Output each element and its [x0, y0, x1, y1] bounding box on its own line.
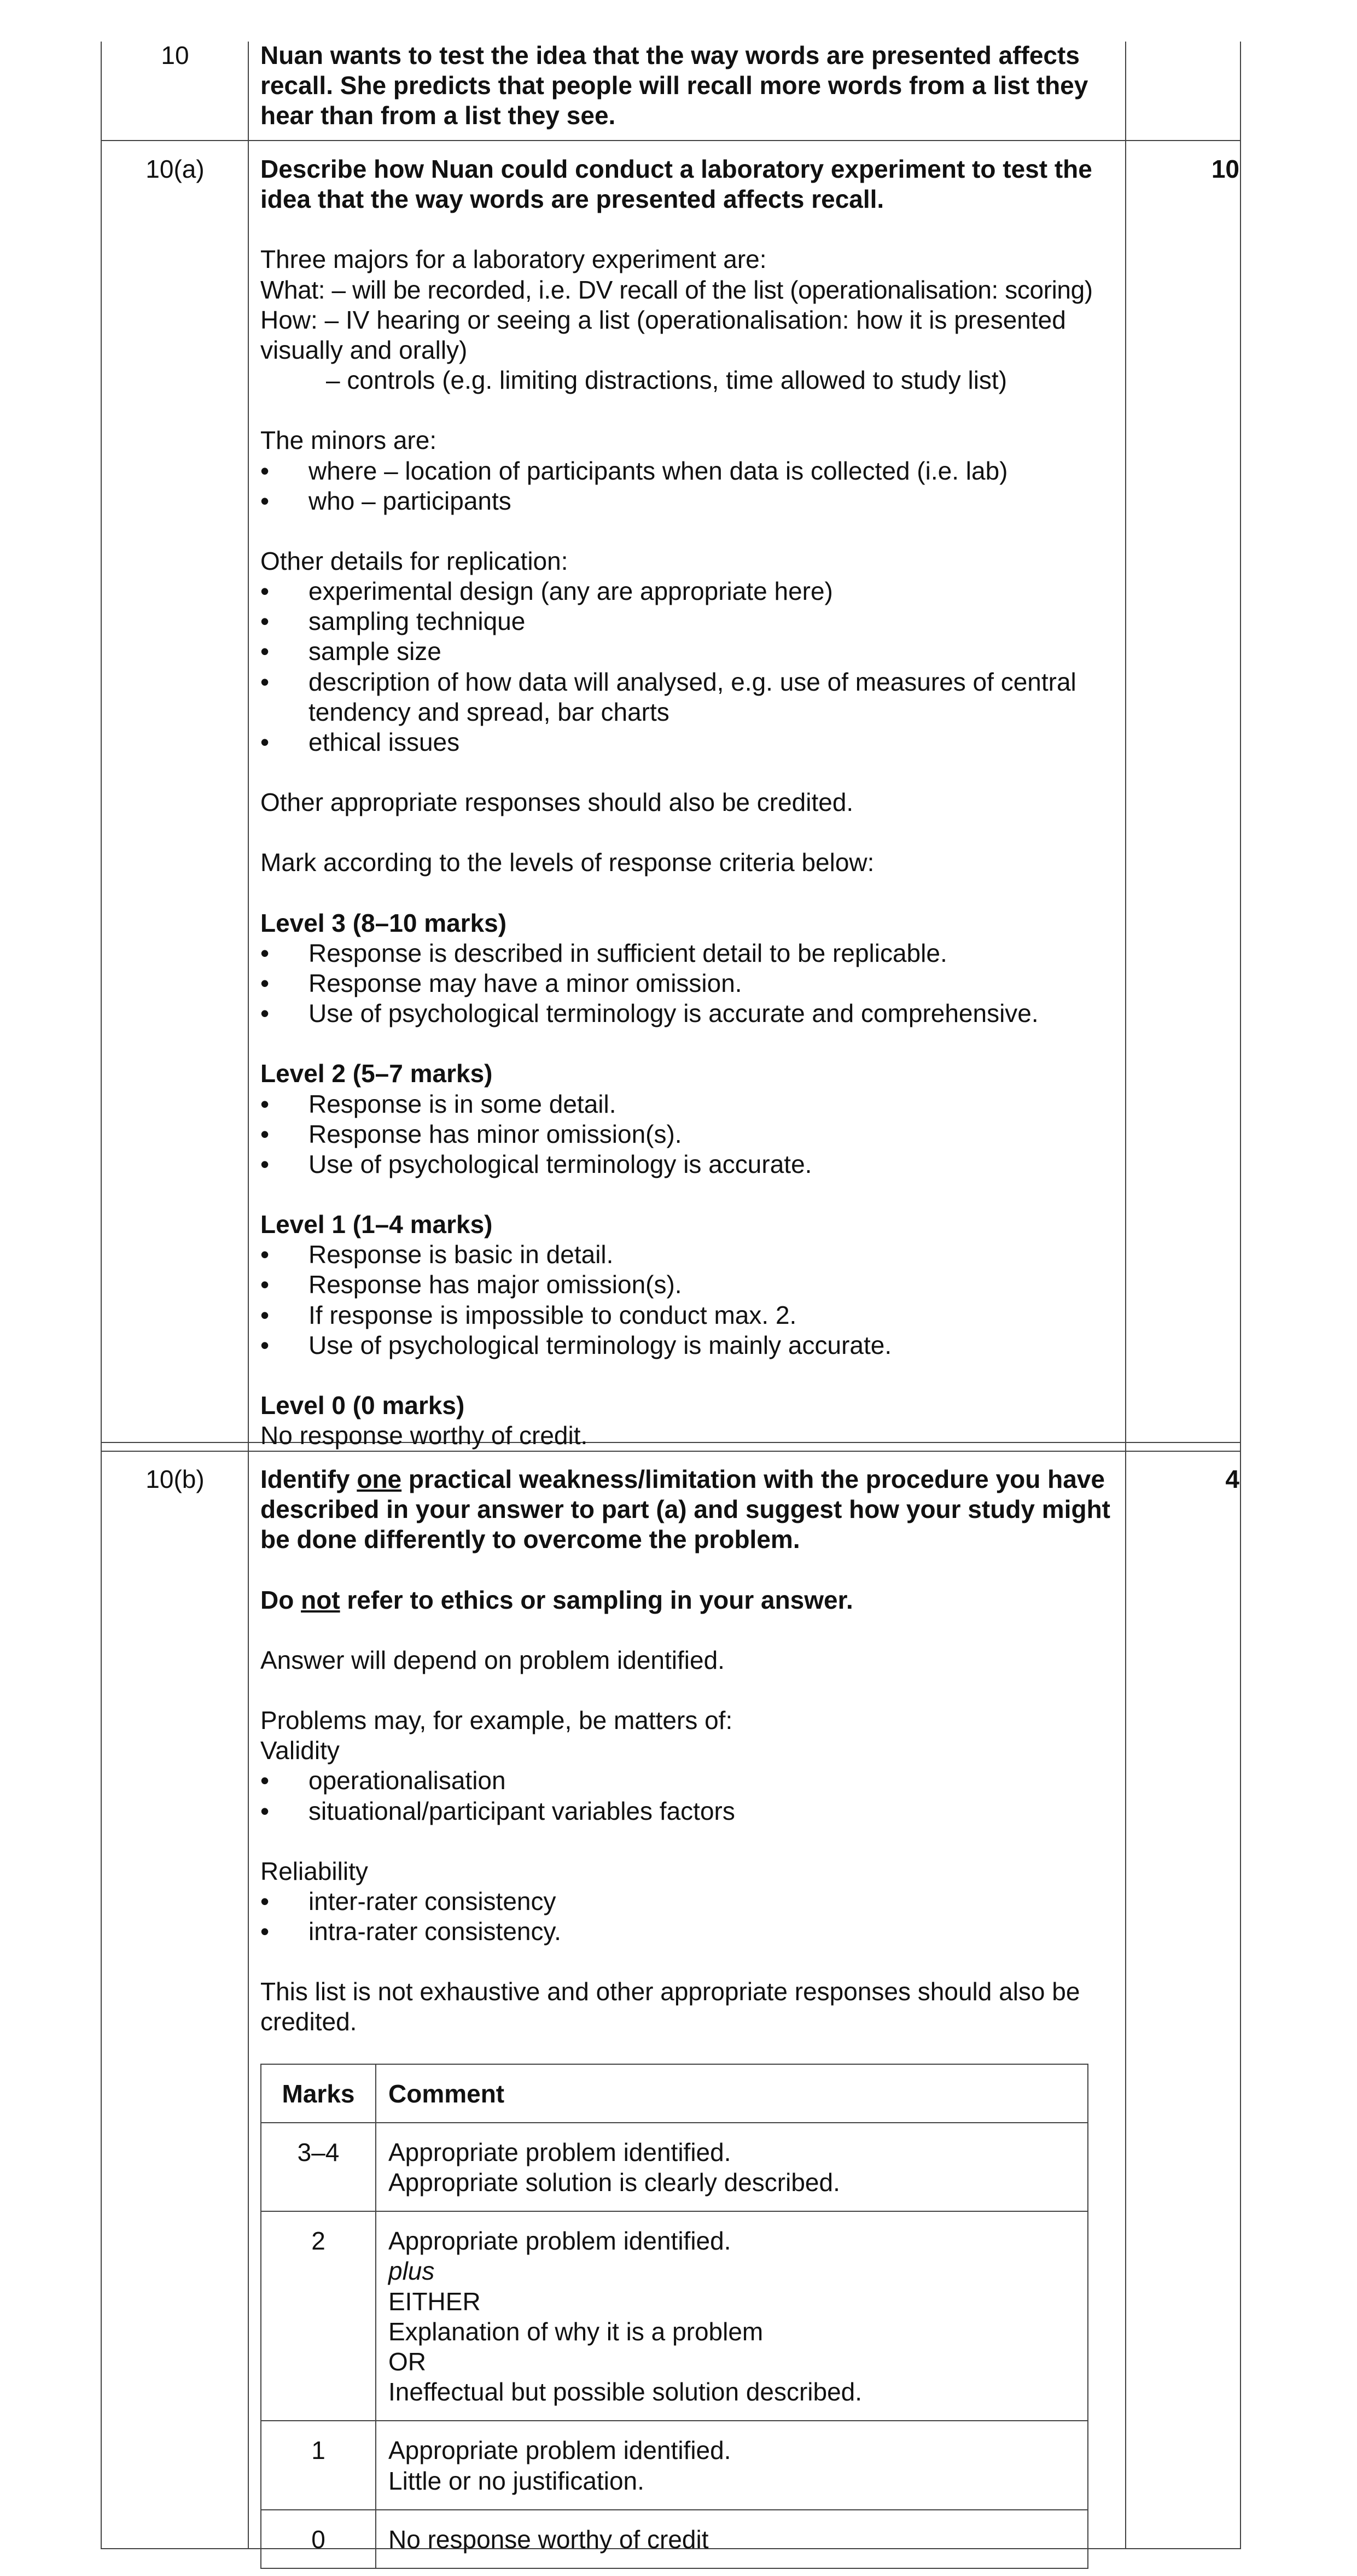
list-item: • who – participants	[260, 486, 1114, 516]
validity-title: Validity	[260, 1736, 340, 1765]
comment-line: OR	[388, 2347, 426, 2376]
depends-note: Answer will depend on problem identified.	[260, 1645, 725, 1674]
marks-value: 10	[1211, 155, 1239, 183]
comment-line: Explanation of why it is a problem	[388, 2317, 764, 2346]
level-0-title: Level 0 (0 marks)	[260, 1391, 465, 1420]
comment-line: Appropriate problem identified.	[388, 2137, 731, 2166]
comment-line: No response worthy of credit	[388, 2525, 709, 2554]
table-border-answer-col	[1125, 42, 1126, 2549]
marks-value: 4	[1225, 1465, 1239, 1493]
question-text: Describe how Nuan could conduct a laboratory experiment to test the idea that the way words are presented affects recall.	[260, 155, 1092, 214]
list-item: • experimental design (any are appropriate here)	[260, 576, 1114, 606]
question-stem: Nuan wants to test the idea that the way words are presented affects recall. She predicts that people will recall more words from a list they hear than from a list they see.	[260, 41, 1088, 130]
list-item: • If response is impossible to conduct max. 2.	[260, 1300, 1114, 1330]
row-comment	[376, 2510, 1088, 2568]
validity-list	[260, 1766, 1114, 1826]
list-item: • intra-rater consistency.	[260, 1917, 1114, 1947]
table-header-row	[261, 2064, 1088, 2123]
comment-line: Ineffectual but possible solution described.	[388, 2378, 863, 2406]
comment-line: EITHER	[388, 2287, 481, 2316]
list-item: • sample size	[260, 636, 1114, 667]
table-border-right	[1240, 42, 1241, 2549]
list-item: • where – location of participants when data is collected (i.e. lab)	[260, 456, 1114, 486]
comment-line: plus	[388, 2257, 435, 2286]
row-marks: 2	[261, 2211, 376, 2421]
question-text-part: Identify	[260, 1465, 357, 1493]
list-item: • Response is basic in detail.	[260, 1240, 1114, 1270]
row-comment	[376, 2421, 1088, 2509]
other-details-list	[260, 576, 1114, 757]
instruction-text-part: refer to ethics or sampling in your answer.	[340, 1585, 853, 1614]
row-marks: 3–4	[261, 2123, 376, 2211]
comment-line: Little or no justification.	[388, 2466, 644, 2495]
column-header-comment: Comment	[376, 2064, 1088, 2123]
underlined-word: not	[301, 1585, 340, 1614]
row-marks: 1	[261, 2421, 376, 2509]
levels-intro: Mark according to the levels of response criteria below:	[260, 848, 875, 877]
table-row	[261, 2123, 1088, 2211]
list-item: • inter-rater consistency	[260, 1886, 1114, 1917]
table-border-left	[101, 42, 102, 2549]
list-item: • description of how data will analysed, e.g. use of measures of central tendency and spread, bar charts	[260, 667, 1114, 727]
list-item: • situational/participant variables factors	[260, 1796, 1114, 1826]
mark-scheme-10a	[260, 154, 1114, 1451]
list-item: • Response is described in sufficient detail to be replicable.	[260, 938, 1114, 968]
major-how: How: – IV hearing or seeing a list (operationalisation: how it is presented visually and orally)	[260, 305, 1066, 364]
credit-note: Other appropriate responses should also be credited.	[260, 788, 854, 817]
list-item: • sampling technique	[260, 606, 1114, 636]
exhaustive-note: This list is not exhaustive and other appropriate responses should also be credited.	[260, 1977, 1080, 2036]
level-2-title: Level 2 (5–7 marks)	[260, 1059, 493, 1088]
underlined-word: one	[357, 1465, 402, 1493]
column-header-marks: Marks	[261, 2064, 376, 2123]
question-number: 10(a)	[145, 155, 205, 183]
question-text	[260, 1464, 1114, 1555]
row-divider-1	[101, 140, 1241, 141]
other-details-intro: Other details for replication:	[260, 546, 568, 575]
list-item: • Response may have a minor omission.	[260, 968, 1114, 998]
marks-criteria-table	[260, 2064, 1088, 2569]
table-row	[261, 2211, 1088, 2421]
row-comment	[376, 2211, 1088, 2421]
majors-intro: Three majors for a laboratory experiment are:	[260, 245, 767, 274]
comment-line: Appropriate problem identified.	[388, 2227, 731, 2256]
list-item: • Use of psychological terminology is accurate and comprehensive.	[260, 998, 1114, 1029]
level-2-list	[260, 1089, 1114, 1180]
instruction-text-part: Do	[260, 1585, 301, 1614]
level-0-text: No response worthy of credit.	[260, 1421, 588, 1450]
level-1-title: Level 1 (1–4 marks)	[260, 1210, 493, 1239]
list-item: • Response has minor omission(s).	[260, 1119, 1114, 1149]
level-1-list	[260, 1240, 1114, 1360]
row-comment	[376, 2123, 1088, 2211]
list-item: • Response is in some detail.	[260, 1089, 1114, 1119]
reliability-title: Reliability	[260, 1856, 368, 1885]
table-row	[261, 2421, 1088, 2509]
instruction-text	[260, 1585, 1114, 1615]
question-text-part: practical weakness/limitation with the procedure you have described in your answer to part (a) and suggest how your study might be done differently to overcome the problem.	[260, 1465, 1110, 1554]
major-controls: – controls (e.g. limiting distractions, time allowed to study list)	[326, 366, 1007, 395]
minors-list	[260, 456, 1114, 516]
comment-line: Appropriate solution is clearly described.	[388, 2168, 840, 2197]
reliability-list	[260, 1886, 1114, 1947]
list-item: • ethical issues	[260, 727, 1114, 757]
list-item: • Response has major omission(s).	[260, 1270, 1114, 1300]
table-row	[261, 2510, 1088, 2568]
list-item: • operationalisation	[260, 1766, 1114, 1796]
major-what: What: – will be recorded, i.e. DV recall of the list (operationalisation: scoring)	[260, 275, 1093, 304]
question-number: 10(b)	[145, 1465, 205, 1493]
level-3-list	[260, 938, 1114, 1029]
list-item: • Use of psychological terminology is mainly accurate.	[260, 1330, 1114, 1360]
list-item: • Use of psychological terminology is accurate.	[260, 1149, 1114, 1179]
question-number: 10	[161, 41, 189, 69]
comment-line: Appropriate problem identified.	[388, 2436, 731, 2465]
level-3-title: Level 3 (8–10 marks)	[260, 908, 507, 937]
problems-intro: Problems may, for example, be matters of:	[260, 1705, 733, 1734]
table-border-question-col	[248, 42, 249, 2549]
minors-intro: The minors are:	[260, 426, 437, 455]
row-marks: 0	[261, 2510, 376, 2568]
mark-scheme-10b	[260, 1464, 1114, 2569]
